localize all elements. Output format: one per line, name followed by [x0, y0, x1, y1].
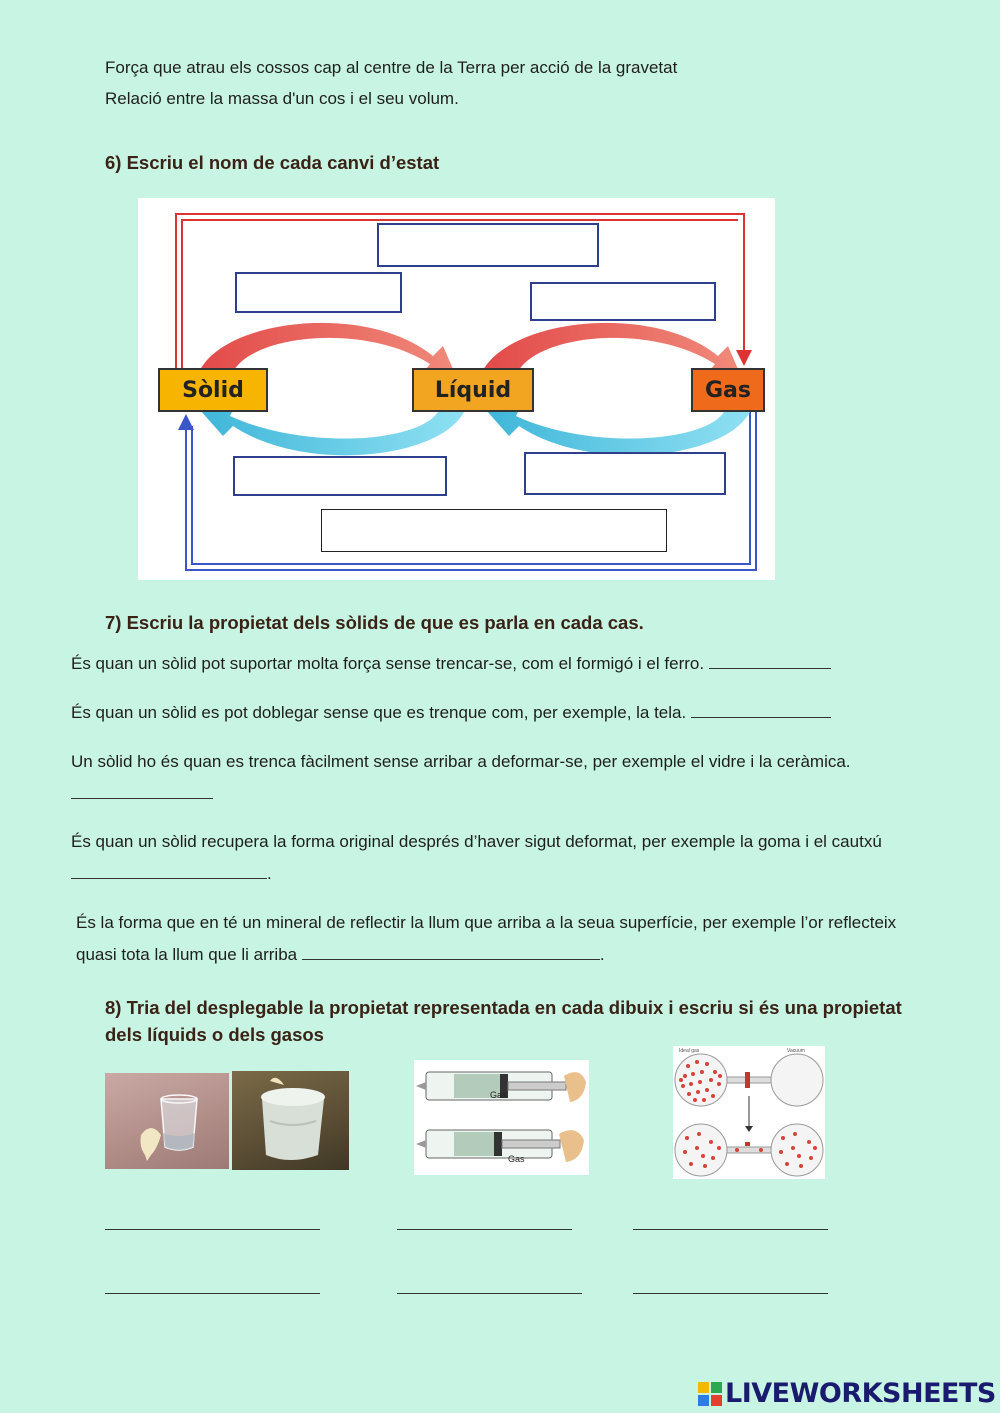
- photo-glass-covered: [232, 1071, 349, 1170]
- question-8-heading: 8) Tria del desplegable la propietat representada en cada dibuix i escriu si és una propietat dels líquids o dels gasos: [105, 997, 902, 1045]
- q8-answer-3-property[interactable]: [633, 1229, 828, 1230]
- q7-answer-blank-5[interactable]: [302, 945, 600, 960]
- q7-item-4: És quan un sòlid recupera la forma original després d’haver sigut deformat, per exemple la goma i el cautxú .: [71, 832, 882, 883]
- q7-answer-blank-1[interactable]: [709, 654, 831, 669]
- state-label-gas: Gas: [691, 368, 765, 412]
- answer-box-vaporization[interactable]: [530, 282, 716, 321]
- flask-label-left: Ideal gas: [679, 1048, 700, 1054]
- deposition-arrowhead: [178, 414, 194, 430]
- q7-item-1: [71, 648, 901, 680]
- flask-label-right: Vacuum: [787, 1048, 805, 1054]
- photo-gas-flasks: [673, 1046, 825, 1179]
- q7-item-2-text: És quan un sòlid es pot doblegar sense que es trenque com, per exemple, la tela.: [71, 703, 687, 722]
- q8-answer-2-state[interactable]: [397, 1293, 582, 1294]
- answer-box-fusion[interactable]: [235, 272, 402, 313]
- q7-answer-blank-4[interactable]: [71, 864, 267, 879]
- glass-and-balloon-image: [105, 1073, 229, 1169]
- definition-line-density: Relació entre la massa d'un cos i el seu volum.: [105, 89, 459, 108]
- state-label-solid: Sòlid: [158, 368, 268, 412]
- syringe-label-1: Gas: [490, 1090, 507, 1100]
- brand-icon: [698, 1382, 722, 1406]
- state-label-liquid: Líquid: [412, 368, 534, 412]
- answer-box-solidification[interactable]: [233, 456, 447, 496]
- answer-box-condensation[interactable]: [524, 452, 726, 495]
- q8-answer-1-state[interactable]: [105, 1293, 320, 1294]
- q7-answer-blank-3[interactable]: [71, 784, 213, 799]
- q7-item-5-end: .: [599, 945, 605, 964]
- q7-answer-blank-2[interactable]: [691, 703, 831, 718]
- q7-item-5: [76, 907, 902, 971]
- question-6-heading: 6) Escriu el nom de cada canvi d’estat: [105, 152, 440, 173]
- gas-flasks-image: [673, 1046, 825, 1179]
- state-change-diagram: [138, 198, 775, 580]
- q7-item-1-text: És quan un sòlid pot suportar molta força sense trencar-se, com el formigó i el ferro.: [71, 654, 705, 673]
- brand-logo: [698, 1378, 996, 1409]
- q8-answer-3-state[interactable]: [633, 1293, 828, 1294]
- answer-box-deposition[interactable]: [321, 509, 667, 552]
- sublimation-arrowhead: [736, 350, 752, 366]
- q8-answer-2-property[interactable]: [397, 1229, 572, 1230]
- q7-item-3-text: Un sòlid ho és quan es trenca fàcilment sense arribar a deformar-se, per exemple el vidre i la ceràmica.: [71, 752, 851, 771]
- q7-item-2: [71, 697, 901, 729]
- q8-answer-1-property[interactable]: [105, 1229, 320, 1230]
- syringes-image: [414, 1060, 589, 1175]
- q7-item-3: [71, 746, 871, 810]
- question-7-heading: 7) Escriu la propietat dels sòlids de que es parla en cada cas.: [105, 612, 644, 633]
- photo-syringes: [414, 1060, 589, 1175]
- covered-glass-image: [232, 1071, 349, 1170]
- q7-item-4-text: És quan un sòlid recupera la forma original després d’haver sigut deformat, per exemple la goma i el cautxú: [71, 832, 882, 851]
- photo-glass-balloon: [105, 1073, 229, 1169]
- brand-text: LIVEWORKSHEETS: [725, 1378, 996, 1409]
- definition-line-gravity: Força que atrau els cossos cap al centre de la Terra per acció de la gravetat: [105, 58, 678, 77]
- answer-box-sublimation[interactable]: [377, 223, 599, 267]
- q7-item-5-text: És la forma que en té un mineral de reflectir la llum que arriba a la seua superfície, per exemple l’or reflecteix quasi tota la llum que li arriba: [76, 913, 897, 964]
- syringe-label-2: Gas: [508, 1154, 525, 1164]
